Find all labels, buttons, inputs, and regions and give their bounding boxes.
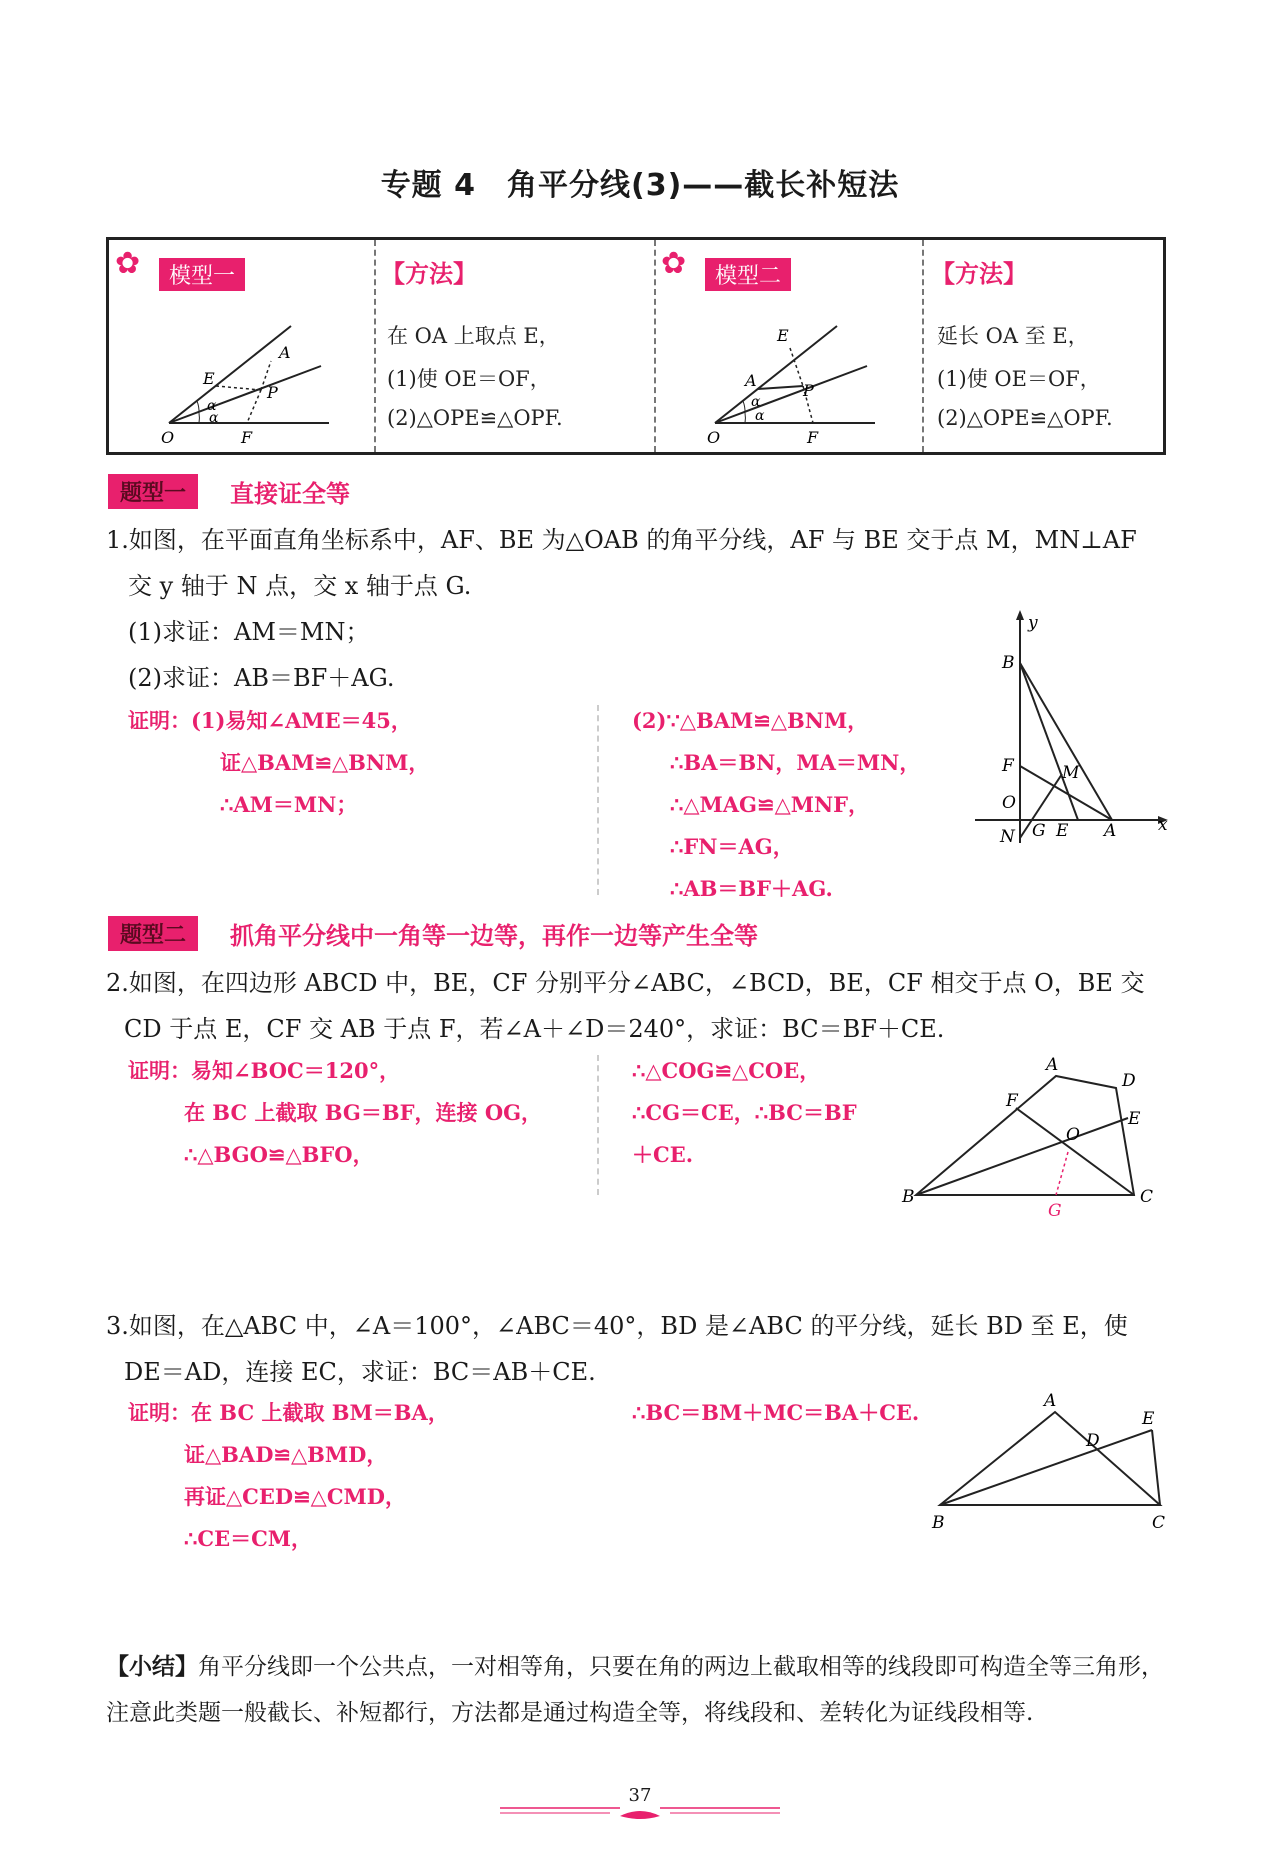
q3-proof-right: ∴BC＝BM＋MC＝BA＋CE. — [632, 1400, 920, 1425]
label-O: O — [1066, 1125, 1080, 1145]
model-1-method-line: (1)使 OE＝OF， — [387, 367, 551, 391]
label-E: E — [1056, 821, 1069, 841]
page-number: 37 — [628, 1785, 652, 1806]
label-O: O — [161, 428, 175, 446]
label-alpha: α — [751, 394, 761, 410]
model-1-method-line: (2)△OPE≌△OPF. — [387, 406, 563, 430]
label-C: C — [1140, 1187, 1154, 1207]
label-F: F — [1006, 1091, 1018, 1111]
model-box — [106, 237, 1166, 455]
summary-text: 角平分线即一个公共点，一对相等角，只要在角的两边上截取相等的线段即可构造全等三角形，注意此类题一般截长、补短都行，方法都是通过构造全等，将线段和、差转化为证线段相等. — [106, 1654, 1164, 1726]
label-F: F — [807, 428, 819, 446]
label-B: B — [1002, 653, 1015, 673]
label-O: O — [1002, 793, 1016, 813]
q2-proof-left: 证明：易知∠BOC＝120°， — [128, 1058, 401, 1083]
type-1-tag: 题型一 — [108, 474, 198, 509]
model-1-diagram — [149, 306, 369, 446]
label-A: A — [1104, 821, 1117, 841]
q3-diagram — [920, 1390, 1170, 1535]
label-E: E — [203, 369, 215, 388]
q2-proof-left: ∴△BGO≌△BFO， — [184, 1142, 374, 1167]
q1-sub1: (1)求证：AM＝MN； — [128, 618, 370, 646]
q1-proof-right: (2)∵△BAM≌△BNM， — [632, 708, 869, 733]
page-title: 专题 4 角平分线(3)——截长补短法 — [380, 168, 900, 203]
label-G: G — [1048, 1201, 1062, 1220]
divider — [597, 1055, 599, 1195]
model-1-method-line: 在 OA 上取点 E， — [387, 324, 560, 348]
label-alpha: α — [209, 410, 219, 426]
model-2-diagram — [695, 306, 915, 446]
q2-line1: 2.如图，在四边形 ABCD 中，BE，CF 分别平分∠ABC，∠BCD，BE，CF 相交于点 O，BE 交 — [106, 969, 1145, 997]
flower-icon: ✿ — [661, 246, 687, 281]
q2-proof-right: ∴△COG≌△COE， — [632, 1058, 821, 1083]
q3-line1: 3.如图，在△ABC 中，∠A＝100°，∠ABC＝40°，BD 是∠ABC 的平分线，延长 BD 至 E，使 — [106, 1312, 1128, 1340]
q1-proof-right: ∴△MAG≌△MNF， — [670, 792, 870, 817]
label-A: A — [279, 343, 291, 362]
label-F: F — [241, 428, 253, 446]
divider — [374, 240, 376, 452]
q3-proof-left: 证△BAD≌△BMD， — [184, 1442, 388, 1467]
label-A: A — [745, 371, 757, 390]
q1-proof-right: ∴FN＝AG， — [670, 834, 794, 859]
label-y: y — [1028, 613, 1038, 633]
label-M: M — [1062, 763, 1080, 783]
q3-line2: DE＝AD，连接 EC，求证：BC＝AB＋CE. — [124, 1358, 596, 1386]
label-C: C — [1152, 1513, 1166, 1533]
label-G: G — [1032, 821, 1046, 841]
divider — [597, 705, 599, 895]
q2-line2: CD 于点 E，CF 交 AB 于点 F，若∠A＋∠D＝240°，求证：BC＝BF＋CE. — [124, 1015, 945, 1043]
summary-head: 【小结】 — [106, 1653, 198, 1680]
flower-icon: ✿ — [115, 246, 141, 281]
model-2-method-line: (2)△OPE≌△OPF. — [937, 406, 1113, 430]
q1-proof-right: ∴BA＝BN，MA＝MN， — [670, 750, 921, 775]
label-E: E — [1142, 1409, 1155, 1429]
label-P: P — [803, 381, 814, 400]
label-A: A — [1046, 1055, 1059, 1075]
q1-sub2: (2)求证：AB＝BF＋AG. — [128, 664, 395, 692]
model-1-tag: 模型一 — [159, 258, 245, 291]
q1-diagram — [970, 608, 1170, 858]
label-A: A — [1044, 1391, 1057, 1411]
q3-proof-left: 证明：在 BC 上截取 BM＝BA， — [128, 1400, 449, 1425]
q1-proof-left: 证明：(1)易知∠AME＝45， — [128, 708, 412, 733]
q2-proof-right: ＋CE. — [632, 1142, 694, 1167]
q2-proof-left: 在 BC 上截取 BG＝BF，连接 OG， — [184, 1100, 543, 1125]
model-2-method-head: 【方法】 — [931, 260, 1027, 288]
q2-diagram — [896, 1050, 1166, 1220]
label-P: P — [267, 383, 278, 402]
type-2-tag: 题型二 — [108, 916, 198, 951]
divider — [922, 240, 924, 452]
model-1-method-head: 【方法】 — [381, 260, 477, 288]
q1-line2: 交 y 轴于 N 点，交 x 轴于点 G. — [128, 572, 472, 600]
type-1-title: 直接证全等 — [230, 480, 350, 508]
label-E: E — [777, 326, 789, 345]
model-2-method-line: (1)使 OE＝OF， — [937, 367, 1101, 391]
label-x: x — [1158, 815, 1168, 835]
type-2-title: 抓角平分线中一角等一边等，再作一边等产生全等 — [230, 922, 758, 950]
label-N: N — [1000, 827, 1015, 847]
label-alpha: α — [755, 408, 765, 424]
model-2-method-line: 延长 OA 至 E， — [937, 324, 1089, 348]
q1-proof-left: 证△BAM≌△BNM， — [220, 750, 430, 775]
label-F: F — [1002, 756, 1014, 776]
label-D: D — [1122, 1071, 1136, 1091]
label-E: E — [1128, 1109, 1141, 1129]
model-2-tag: 模型二 — [705, 258, 791, 291]
q2-proof-right: ∴CG＝CE，∴BC＝BF — [632, 1100, 857, 1125]
q3-proof-left: 再证△CED≌△CMD， — [184, 1484, 406, 1509]
label-alpha: α — [207, 398, 217, 414]
q1-line1: 1.如图，在平面直角坐标系中，AF、BE 为△OAB 的角平分线，AF 与 BE 交于点 M，MN⊥AF — [106, 526, 1137, 554]
summary — [106, 1644, 1166, 1736]
q3-proof-left: ∴CE＝CM， — [184, 1526, 313, 1551]
q1-proof-right: ∴AB＝BF＋AG. — [670, 876, 833, 901]
label-D: D — [1086, 1431, 1100, 1451]
label-B: B — [902, 1187, 915, 1207]
q1-proof-left: ∴AM＝MN； — [220, 792, 358, 817]
divider — [654, 240, 656, 452]
label-B: B — [932, 1513, 945, 1533]
label-O: O — [707, 428, 721, 446]
